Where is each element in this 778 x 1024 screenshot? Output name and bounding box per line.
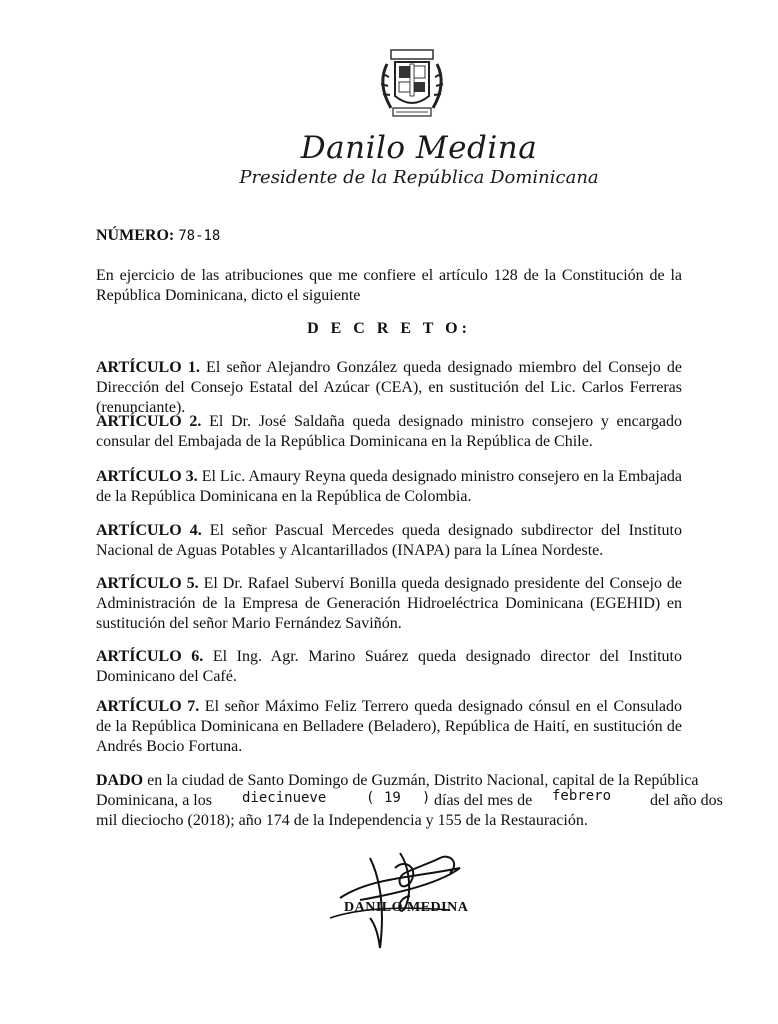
article-2 [96, 412, 682, 452]
signature-name: DANILO MEDINA [344, 900, 469, 915]
article-label: ARTÍCULO 4. [96, 522, 202, 539]
article-label: ARTÍCULO 5. [96, 575, 199, 592]
article-label: ARTÍCULO 6. [96, 648, 204, 665]
article-text: El Dr. Rafael Suberví Bonilla queda designado presidente del Consejo de Administración de la Empresa de Generación Hidroeléctrica Dominicana (EGEHID) en sustitución del señor Mario Fernández Saviñón. [96, 575, 683, 632]
numero-label: NÚMERO: [96, 227, 175, 244]
day-number: 19 [384, 790, 401, 806]
decreto-heading: D E C R E T O: [307, 320, 471, 337]
article-label: ARTÍCULO 7. [96, 698, 200, 715]
intro-paragraph: En ejercicio de las atribuciones que me confiere el artículo 128 de la Constitución de la República Dominicana, dicto el siguiente [96, 267, 682, 304]
article-label: ARTÍCULO 1. [96, 359, 200, 376]
numero-value: 78-18 [178, 228, 221, 244]
article-label: ARTÍCULO 2. [96, 413, 202, 430]
article-7 [96, 697, 682, 757]
article-1 [96, 358, 682, 418]
header-title: Presidente de la República Dominicana [239, 167, 599, 188]
paren-close: ) [422, 790, 431, 806]
dado-label: DADO [96, 772, 144, 789]
article-text: El señor Pascual Mercedes queda designado subdirector del Instituto Nacional de Aguas Potables y Alcantarillados (INAPA) para la Línea Nordeste. [96, 522, 683, 559]
article-text: El señor Alejandro González queda designado miembro del Consejo de Dirección del Consejo Estatal del Azúcar (CEA), en sustitución del Lic. Carlos Ferreras (renunciante). [96, 359, 683, 416]
article-text: El Dr. José Saldaña queda designado ministro consejero y encargado consular del Embajada de la República Dominicana en la República de Chile. [96, 413, 682, 450]
article-4 [96, 521, 682, 561]
month: febrero [552, 788, 612, 804]
dado-line-2 [96, 788, 723, 811]
article-text: El Lic. Amaury Reyna queda designado ministro consejero en la Embajada de la República Dominicana en la República de Colombia. [96, 468, 683, 505]
handwritten-signature [300, 838, 490, 958]
article-label: ARTÍCULO 3. [96, 468, 198, 485]
dado-text-2c: del año dos [650, 792, 723, 809]
dado-line-3: mil dieciocho (2018); año 174 de la Independencia y 155 de la Restauración. [96, 812, 588, 829]
dado-text-1: en la ciudad de Santo Domingo de Guzmán, Distrito Nacional, capital de la República [147, 772, 699, 789]
header-name: Danilo Medina [300, 130, 538, 166]
day-words: diecinueve [242, 790, 327, 806]
paren-open: ( [366, 790, 375, 806]
article-text: El Ing. Agr. Marino Suárez queda designado director del Instituto Dominicano del Café. [96, 648, 683, 685]
coat-of-arms-seal [369, 44, 455, 130]
article-6 [96, 647, 682, 687]
article-5 [96, 574, 682, 634]
decree-number [96, 227, 220, 245]
dado-text-2b: días del mes de [434, 792, 533, 809]
article-3 [96, 467, 682, 507]
dado-text-2a: Dominicana, a los [96, 792, 212, 809]
article-text: El señor Máximo Feliz Terrero queda designado cónsul en el Consulado de la República Dominicana en Belladere (Beladero), República de Haití, en sustitución de Andrés Bocio Fortuna. [96, 698, 682, 755]
